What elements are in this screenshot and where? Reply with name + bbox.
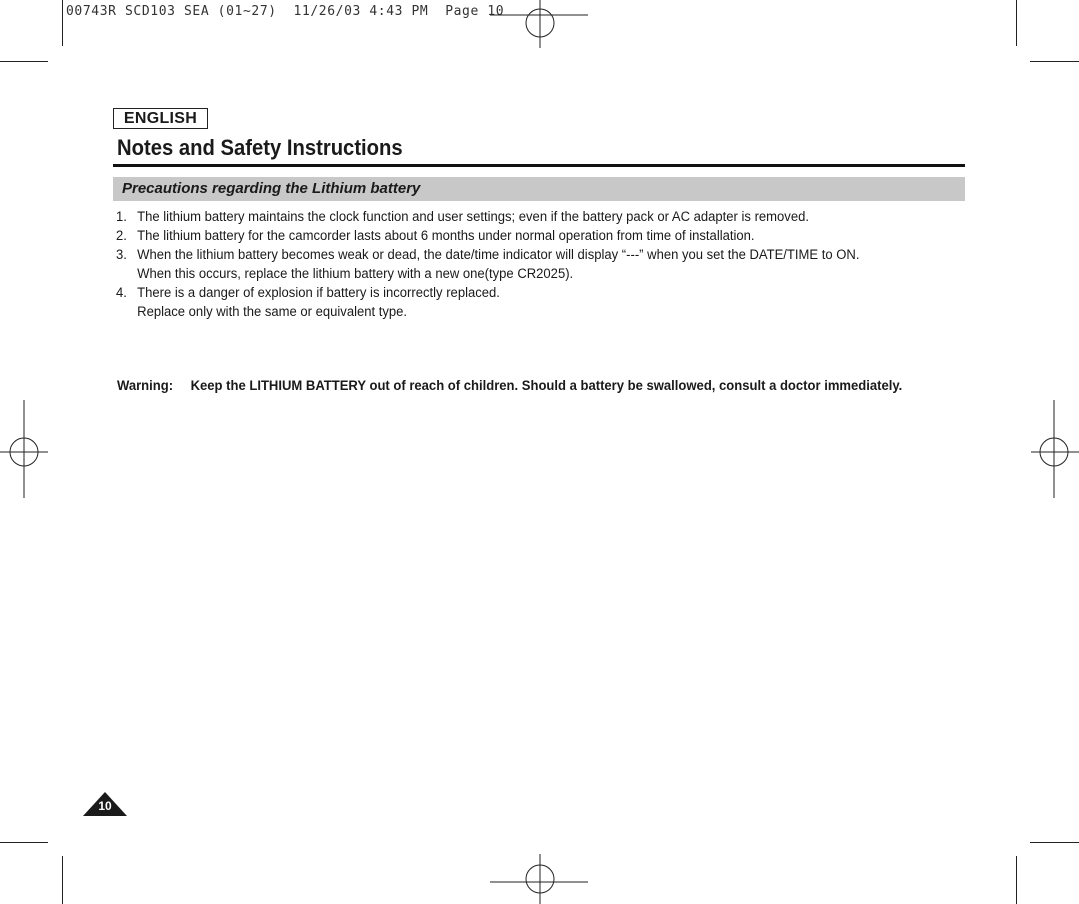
list-item-text: When this occurs, replace the lithium battery with a new one(type CR2025).: [137, 266, 574, 282]
list-item-number: 1.: [116, 209, 127, 225]
list-item-number: 4.: [116, 285, 127, 301]
list-item-text: When the lithium battery becomes weak or dead, the date/time indicator will display “---” when you set the DATE/TIME to ON.: [137, 247, 860, 263]
registration-mark-icon: [490, 852, 590, 904]
crop-mark: [1016, 856, 1017, 904]
crop-mark: [1030, 61, 1079, 62]
list-item: [116, 246, 907, 284]
crop-mark: [62, 856, 63, 904]
instruction-list: [116, 208, 907, 322]
page-title: Notes and Safety Instructions: [117, 135, 403, 160]
registration-mark-icon: [490, 0, 590, 50]
page-number: 10: [98, 799, 112, 813]
list-item: [116, 227, 907, 246]
list-item-number: 2.: [116, 228, 127, 244]
section-title: Precautions regarding the Lithium battery: [122, 180, 421, 197]
page-number-tab: [83, 791, 127, 817]
crop-mark: [1016, 0, 1017, 46]
list-item-text: Replace only with the same or equivalent type.: [137, 304, 408, 320]
crop-mark: [0, 842, 48, 843]
list-item-text: The lithium battery for the camcorder lasts about 6 months under normal operation from time of installation.: [137, 228, 755, 244]
section-header-bar: [113, 177, 965, 201]
warning-text: Keep the LITHIUM BATTERY out of reach of children. Should a battery be swallowed, consult a doctor immediately.: [190, 378, 903, 394]
registration-mark-icon: [0, 400, 50, 500]
list-item-number: 3.: [116, 247, 127, 263]
title-divider: [113, 164, 965, 167]
language-tag: ENGLISH: [113, 108, 208, 129]
list-item-text: The lithium battery maintains the clock function and user settings; even if the battery pack or AC adapter is removed.: [137, 209, 809, 225]
list-item: [116, 208, 907, 227]
crop-mark: [0, 61, 48, 62]
warning-block: [117, 376, 945, 396]
crop-mark: [1030, 842, 1079, 843]
list-item: [116, 284, 907, 322]
list-item-text: There is a danger of explosion if battery is incorrectly replaced.: [137, 285, 500, 301]
registration-mark-icon: [1029, 400, 1079, 500]
crop-mark: [62, 0, 63, 46]
print-header-slug: 00743R SCD103 SEA (01~27) 11/26/03 4:43 PM Page 10: [66, 4, 505, 19]
warning-label: Warning:: [117, 378, 174, 394]
